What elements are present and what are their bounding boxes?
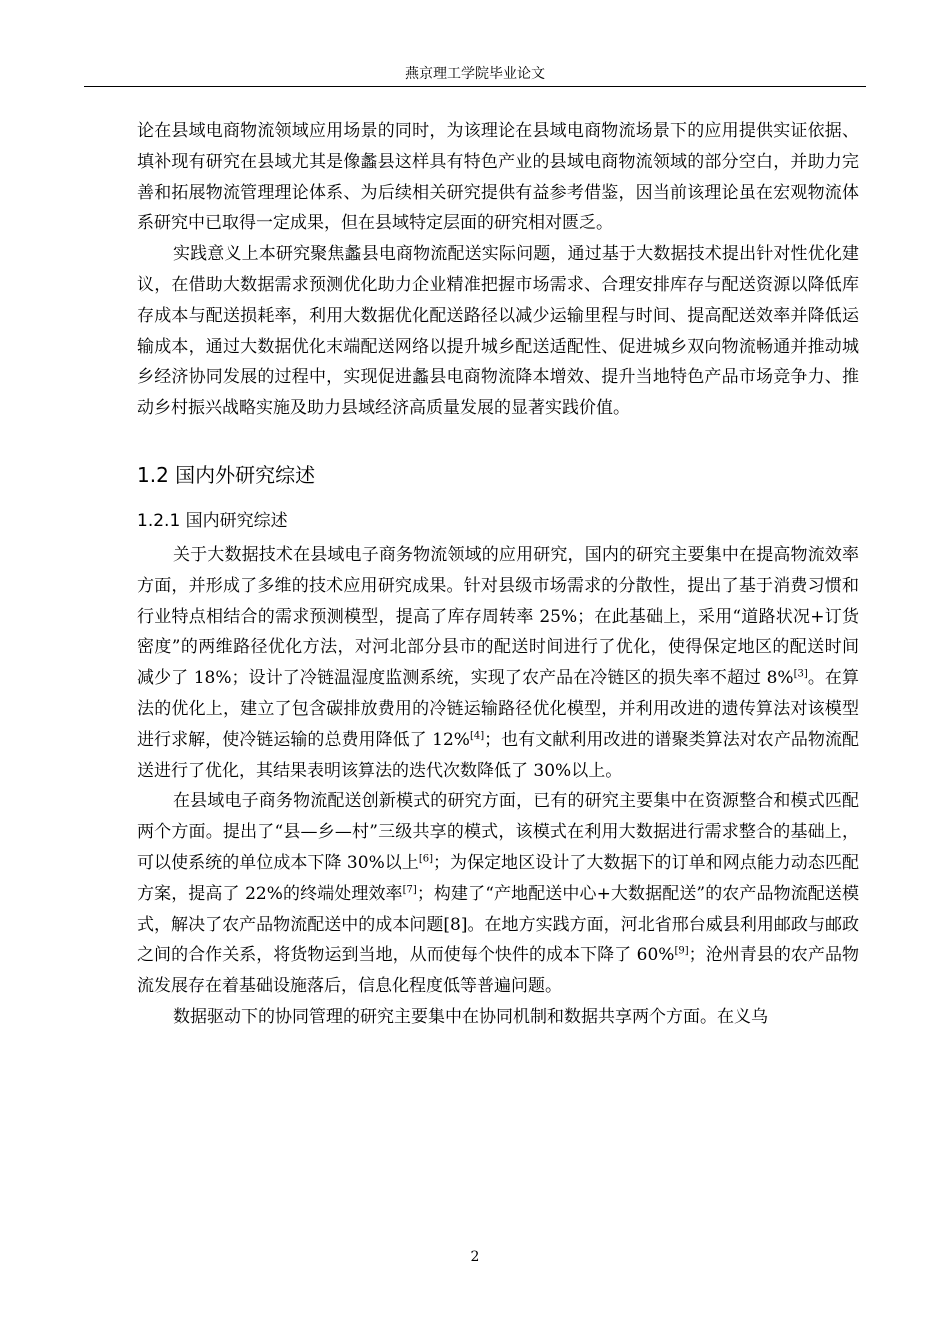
citation-ref: [7] [402, 884, 417, 896]
header-rule [84, 86, 866, 87]
body-paragraph-continued: 论在县域电商物流领域应用场景的同时，为该理论在县域电商物流场景下的应用提供实证依据、填补现有研究在县域尤其是像蠡县这样具有特色产业的县域电商物流领域的部分空白，并助力完善和拓展物流管理理论体系、为后续相关研究提供有益参考借鉴，因当前该理论虽在宏观物流体系研究中已取得一定成果，但在县域特定层面的研究相对匮乏。 [137, 121, 859, 234]
citation-ref: [4] [469, 730, 485, 742]
paragraph-text: ；构建了“产地配送中心+大数据配送”的农产品物流配送模式，解决了农产品物流配送中的成本问题[8]。在地方实践方面，河北省邢台威县利用邮政与邮政之间的合作关系，将货物运到当地，从而使每个快件的成本下降了 60% [137, 883, 859, 966]
body-paragraph-delivery-models [137, 786, 859, 1002]
page-body [137, 116, 859, 1033]
page-header-title: 燕京理工学院毕业论文 [405, 66, 545, 82]
paragraph-text: 关于大数据技术在县域电子商务物流领域的应用研究，国内的研究主要集中在提高物流效率方面，并形成了多维的技术应用研究成果。针对县级市场需求的分散性，提出了基于消费习惯和行业特点相结合的需求预测模型，提高了库存周转率 25%；在此基础上，采用“道路状况+订货密度”的两维路径优化方法，对河北部分县市的配送时间进行了优化，使得保定地区的配送时间减少了 18%；设计了冷链温湿度监测系统，实现了农产品在冷链区的损失率不超过 8% [137, 544, 859, 689]
body-paragraph-domestic-research [137, 540, 859, 786]
citation-ref: [3] [793, 668, 808, 680]
paragraph-text: ；也有文献利用改进的谱聚类算法对农产品物流配送进行了优化，其结果表明该算法的迭代次数降低了 30%以上。 [137, 729, 859, 781]
paragraph-text: 在县域电子商务物流配送创新模式的研究方面，已有的研究主要集中在资源整合和模式匹配两个方面。提出了“县—乡—村”三级共享的模式，该模式在利用大数据进行需求整合的基础上，可以使系统的单位成本下降 30%以上 [137, 791, 859, 873]
citation-ref: [9] [674, 945, 689, 957]
citation-ref: [6] [418, 853, 434, 865]
paragraph-text: ；沧州青县的农产品物流发展存在着基础设施落后，信息化程度低等普遍问题。 [137, 945, 859, 997]
page-number: 2 [470, 1249, 480, 1265]
paragraph-text: ；为保定地区设计了大数据下的订单和网点能力动态匹配方案，提高了 22%的终端处理效率 [137, 852, 859, 904]
body-paragraph-practical-significance: 实践意义上本研究聚焦蠡县电商物流配送实际问题，通过基于大数据技术提出针对性优化建议，在借助大数据需求预测优化助力企业精准把握市场需求、合理安排库存与配送资源以降低库存成本与配送损耗率，利用大数据优化配送路径以减少运输里程与时间、提高配送效率并降低运输成本，通过大数据优化末端配送网络以提升城乡配送适配性、促进城乡双向物流畅通并推动城乡经济协同发展的过程中，实现促进蠡县电商物流降本增效、提升当地特色产品市场竞争力、推动乡村振兴战略实施及助力县域经济高质量发展的显著实践价值。 [137, 244, 859, 419]
subsection-heading: 1.2.1 国内研究综述 [137, 510, 288, 531]
body-paragraph-collaborative-management: 数据驱动下的协同管理的研究主要集中在协同机制和数据共享两个方面。在义乌 [173, 1006, 768, 1027]
paragraph-text: 。在算法的优化上，建立了包含碳排放费用的冷链运输路径优化模型，并利用改进的遗传算法对该模型进行求解，使冷链运输的总费用降低了 12% [137, 668, 860, 750]
section-heading: 1.2 国内外研究综述 [137, 462, 316, 487]
